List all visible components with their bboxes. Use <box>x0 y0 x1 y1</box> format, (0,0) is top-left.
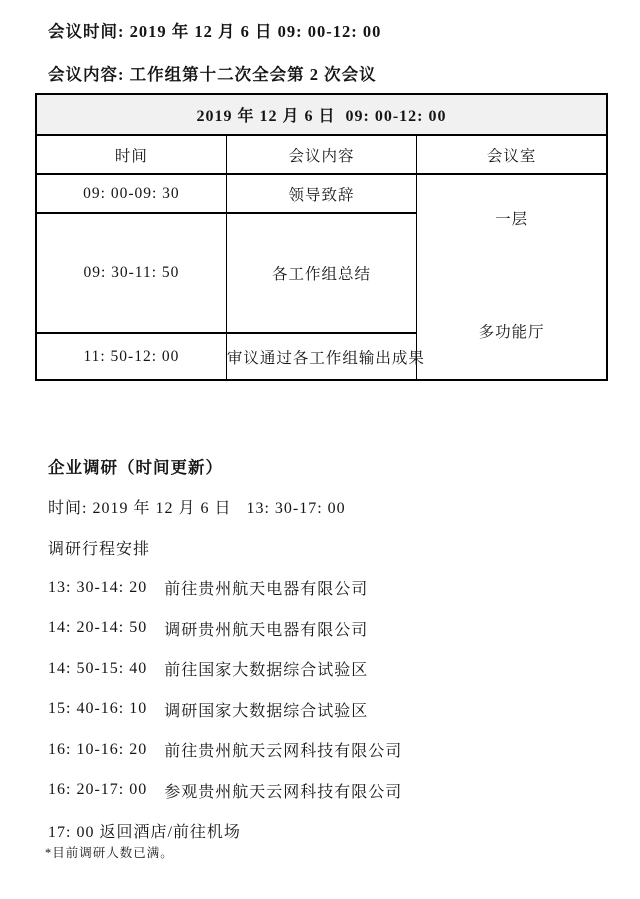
column-header-time: 时间 <box>36 135 226 174</box>
table-header-row <box>36 135 607 174</box>
cell-room <box>417 174 607 380</box>
table-title-row <box>36 94 607 135</box>
itinerary-item <box>48 730 402 771</box>
itinerary-item <box>48 568 402 609</box>
cell-time: 11: 50-12: 00 <box>36 333 226 380</box>
meeting-content-line: 会议内容: 工作组第十二次全会第 2 次会议 <box>48 65 377 84</box>
survey-title: 企业调研（时间更新） <box>48 458 223 478</box>
itinerary-final-line: 17: 00 返回酒店/前往机场 <box>48 824 241 842</box>
itinerary-activity: 调研国家大数据综合试验区 <box>164 702 369 720</box>
itinerary-activity: 前往贵州航天云网科技有限公司 <box>164 743 403 761</box>
itinerary-time: 13: 30-14: 20 <box>48 578 148 596</box>
room-floor: 一层 <box>495 211 529 229</box>
itinerary-item <box>48 649 402 690</box>
cell-time: 09: 30-11: 50 <box>36 213 226 333</box>
itinerary-time: 14: 50-15: 40 <box>48 659 148 677</box>
meeting-time-line: 会议时间: 2019 年 12 月 6 日 09: 00-12: 00 <box>48 22 382 41</box>
meeting-schedule-table <box>35 93 608 381</box>
itinerary-item <box>48 689 402 730</box>
itinerary-activity: 参观贵州航天云网科技有限公司 <box>164 783 403 801</box>
survey-footnote: *目前调研人数已满。 <box>45 846 174 860</box>
survey-time-line: 时间: 2019 年 12 月 6 日 13: 30-17: 00 <box>48 500 346 518</box>
itinerary-item <box>48 608 402 649</box>
survey-section <box>48 446 402 851</box>
itinerary-time: 16: 20-17: 00 <box>48 781 148 799</box>
survey-subtitle: 调研行程安排 <box>48 540 151 558</box>
table-row <box>36 174 607 213</box>
itinerary-time: 14: 20-14: 50 <box>48 619 148 637</box>
table-title: 2019 年 12 月 6 日 09: 00-12: 00 <box>36 94 607 135</box>
itinerary-activity: 前往国家大数据综合试验区 <box>164 662 369 680</box>
cell-content: 审议通过各工作组输出成果 <box>226 333 416 380</box>
cell-content: 领导致辞 <box>226 174 416 213</box>
cell-content: 各工作组总结 <box>226 213 416 333</box>
itinerary-activity: 前往贵州航天电器有限公司 <box>164 581 369 599</box>
itinerary-time: 16: 10-16: 20 <box>48 740 148 758</box>
room-gap <box>417 266 606 288</box>
cell-time: 09: 00-09: 30 <box>36 174 226 213</box>
column-header-room: 会议室 <box>417 135 607 174</box>
itinerary-time: 15: 40-16: 10 <box>48 700 148 718</box>
column-header-content: 会议内容 <box>226 135 416 174</box>
room-hall: 多功能厅 <box>478 324 545 341</box>
itinerary-activity: 调研贵州航天电器有限公司 <box>164 621 369 639</box>
itinerary-item <box>48 770 402 811</box>
